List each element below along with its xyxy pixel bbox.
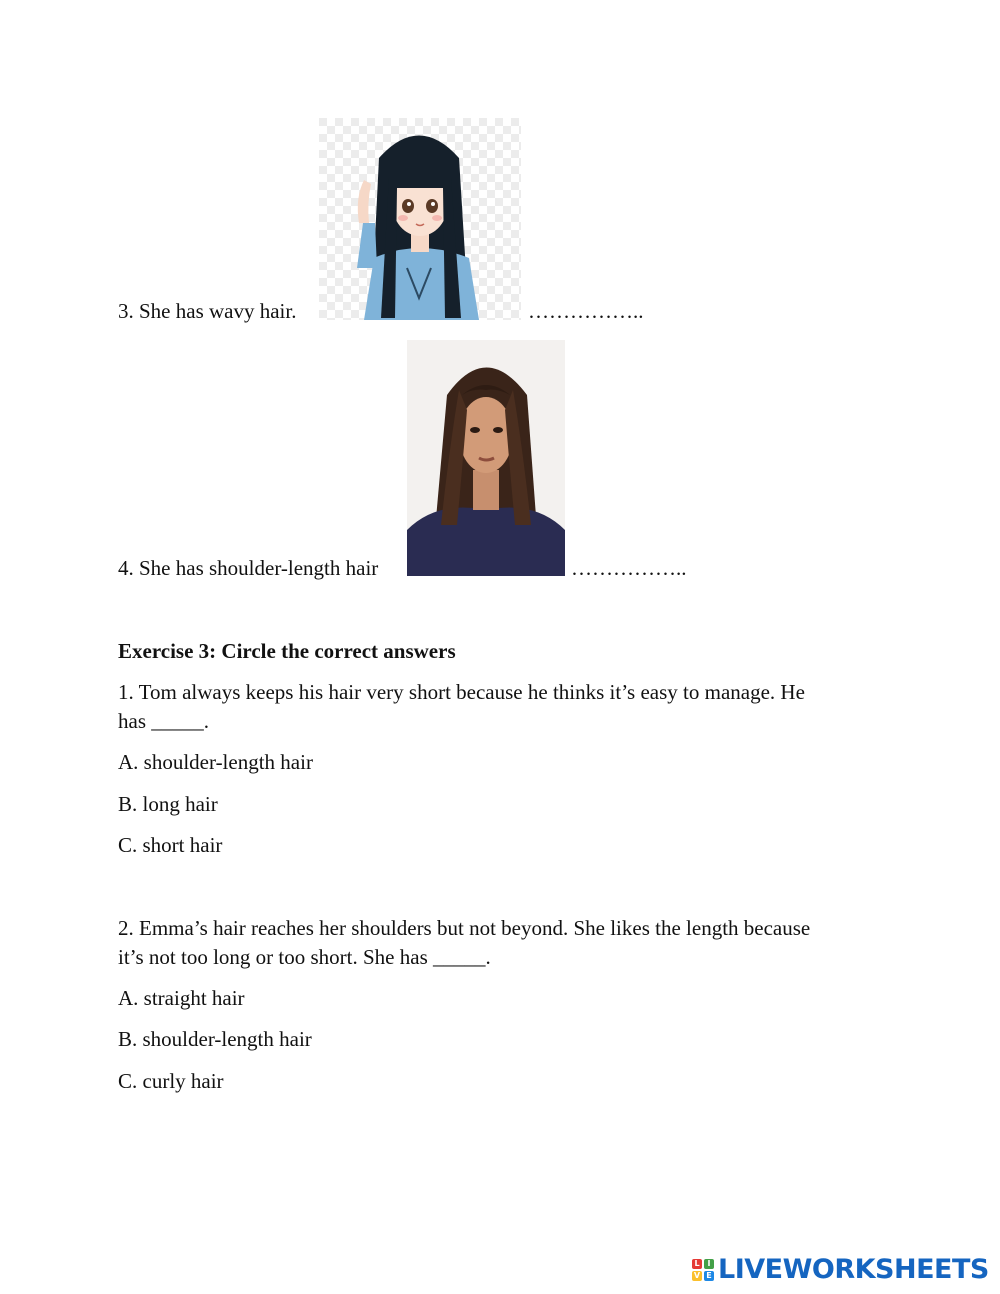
liveworksheets-wordmark: LIVEWORKSHEETS [718, 1254, 989, 1285]
girl-cartoon-image [319, 118, 521, 320]
question-2-text [118, 914, 888, 972]
question-1-line-2: has _____. [118, 709, 209, 733]
logo-letter-e: E [704, 1271, 714, 1281]
question-1-line-1: 1. Tom always keeps his hair very short because he thinks it’s easy to manage. He [118, 680, 805, 704]
liveworksheets-brand [692, 1254, 989, 1285]
exercise-3-heading: Exercise 3: Circle the correct answers [118, 639, 456, 663]
item-4-text: 4. She has shoulder-length hair [118, 556, 379, 580]
question-1-text [118, 678, 888, 736]
logo-letter-l: L [692, 1259, 702, 1269]
woman-shoulder-length-photo [407, 340, 565, 576]
question-1-option-c[interactable]: C. short hair [118, 833, 223, 857]
logo-letter-i: I [704, 1259, 714, 1269]
question-1-option-b[interactable]: B. long hair [118, 792, 218, 816]
item-4-answer-blank[interactable]: …………….. [571, 556, 687, 580]
item-3-answer-blank[interactable]: …………….. [528, 299, 644, 323]
question-2-line-2: it’s not too long or too short. She has _____. [118, 945, 491, 969]
liveworksheets-logo-icon [692, 1259, 714, 1281]
girl-cartoon-illustration [319, 118, 521, 320]
woman-photo-image [407, 340, 565, 576]
question-2-option-b[interactable]: B. shoulder-length hair [118, 1027, 312, 1051]
logo-letter-v: V [693, 1270, 701, 1280]
question-1-option-a[interactable]: A. shoulder-length hair [118, 750, 313, 774]
question-2-line-1: 2. Emma’s hair reaches her shoulders but not beyond. She likes the length because [118, 916, 811, 940]
item-3-text: 3. She has wavy hair. [118, 299, 297, 323]
question-2-option-c[interactable]: C. curly hair [118, 1069, 224, 1093]
question-2-option-a[interactable]: A. straight hair [118, 986, 245, 1010]
